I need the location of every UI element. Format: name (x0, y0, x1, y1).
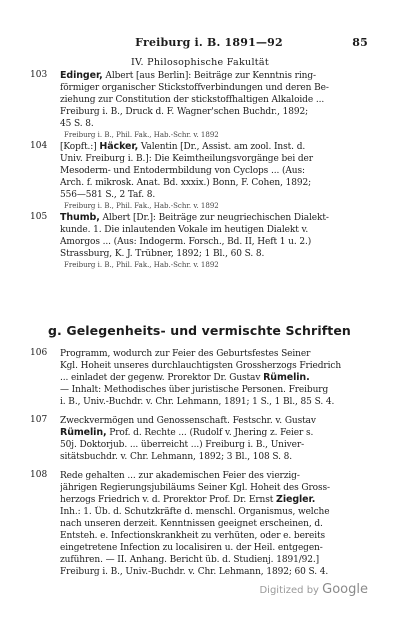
entry-line: eingetretene Infection zu localisiren u. der Heil. entgegen- (60, 543, 323, 553)
entry-line: [Kopft.:] Häcker, Valentin [Dr., Assist. am zool. Inst. d. (60, 141, 306, 152)
entry-line: ... einladet der gegenw. Prorektor Dr. Gustav Rümelin. (60, 372, 310, 383)
entry-line: Kgl. Hoheit unseres durchlauchtigsten Grossherzogs Friedrich (60, 361, 342, 371)
entry-line: Zweckvermögen und Genossenschaft. Festschr. v. Gustav (60, 416, 316, 426)
subsection-heading: g. Gelegenheits- und vermischte Schriften (48, 323, 351, 338)
entry-line: Strassburg, K. J. Trübner, 1892; 1 Bl., 60 S. 8. (60, 249, 265, 259)
entry-line: 556—581 S., 2 Taf. 8. (60, 190, 156, 200)
entry-number: 107 (30, 415, 48, 425)
section-heading: IV. Philosophische Fakultät (130, 57, 269, 68)
entry-line: Entsteh. e. Infectionskrankheit zu verhüten, oder e. bereits (60, 531, 326, 541)
entry-number: 104 (30, 141, 48, 151)
entry-line: jährigen Regierungsjubiläums Seiner Kgl. Hoheit des Gross- (60, 483, 330, 493)
entry-line: zuführen. — II. Anhang. Bericht üb. d. Studienj. 1891/92.] (60, 555, 320, 565)
author-name: Thumb, (60, 212, 100, 223)
entry-105 (30, 212, 376, 270)
entry-line: ziehung zur Constitution der stickstoffhaltigen Alkaloide ... (60, 95, 325, 105)
entry-line: kunde. 1. Die inlautenden Vokale im heutigen Dialekt v. (60, 225, 309, 235)
entry-line-text: Albert [aus Berlin]: Beiträge zur Kenntnis ring- (105, 71, 316, 81)
entry-107 (30, 415, 376, 463)
entry-number: 103 (30, 70, 48, 80)
entry-line: Rede gehalten ... zur akademischen Feier des vierzig- (60, 471, 300, 481)
entry-note: Freiburg i. B., Phil. Fak., Hab.-Schr. v. 1892 (64, 131, 219, 139)
running-title: Freiburg i. B. 1891—92 (135, 36, 283, 49)
entry-note: Freiburg i. B., Phil. Fak., Hab.-Schr. v. 1892 (64, 261, 219, 269)
entry-line: Thumb, Albert [Dr.]: Beiträge zur neugriechischen Dialekt- (60, 212, 329, 223)
entry-number: 105 (30, 212, 48, 222)
entry-line: sitätsbuchdr. v. Chr. Lehmann, 1892; 3 Bl., 108 S. 8. (60, 452, 293, 462)
entry-line: — Inhalt: Methodisches über juristische Personen. Freiburg (60, 385, 329, 395)
entry-line: Freiburg i. B., Druck d. F. Wagner'schen Buchdr., 1892; (60, 107, 309, 117)
entry-104 (30, 141, 376, 211)
entry-line: 50j. Doktorjub. ... überreicht ...) Freiburg i. B., Univer- (60, 440, 305, 450)
entry-line: Rümelin, Prof. d. Rechte ... (Rudolf v. Jhering z. Feier s. (60, 427, 314, 438)
entry-note: Freiburg i. B., Phil. Fak., Hab.-Schr. v. 1892 (64, 202, 219, 210)
entry-108 (30, 470, 376, 578)
entry-line: Arch. f. mikrosk. Anat. Bd. xxxix.) Bonn, F. Cohen, 1892; (60, 178, 312, 188)
entry-line: Mesoderm- und Entodermbildung von Cyclops ... (Aus: (60, 166, 305, 176)
entry-line: i. B., Univ.-Buchdr. v. Chr. Lehmann, 1891; 1 S., 1 Bl., 85 S. 4. (60, 397, 335, 407)
author-name: Ziegler. (276, 494, 316, 505)
entry-number: 108 (30, 470, 48, 480)
entry-line: 45 S. 8. (60, 119, 94, 129)
entry-line: Amorgos ... (Aus: Indogerm. Forsch., Bd. II, Heft 1 u. 2.) (60, 237, 312, 247)
entry-line: herzogs Friedrich v. d. Prorektor Prof. Dr. Ernst Ziegler. (60, 494, 316, 505)
author-name: Häcker, (99, 141, 139, 152)
author-name: Edinger, (60, 70, 103, 81)
entry-line: Programm, wodurch zur Feier des Geburtsfestes Seiner (60, 349, 311, 359)
entry-103 (30, 70, 376, 140)
entry-line: förmiger organischer Stickstoffverbindungen und deren Be- (60, 83, 329, 93)
entry-line: Univ. Freiburg i. B.]: Die Keimtheilungsvorgänge bei der (60, 154, 313, 164)
author-name: Rümelin. (263, 372, 310, 383)
author-name: Rümelin, (60, 427, 107, 438)
entry-line (60, 70, 376, 82)
google-logo: Google (322, 582, 368, 597)
page-number: 85 (352, 36, 368, 49)
entry-number: 106 (30, 348, 48, 358)
running-header (50, 36, 368, 50)
entry-line: nach unseren derzeit. Kenntnissen geeignet erscheinen, d. (60, 519, 323, 529)
entry-line: Freiburg i. B., Univ.-Buchdr. v. Chr. Lehmann, 1892; 60 S. 4. (60, 567, 329, 577)
google-watermark (259, 582, 368, 597)
digitized-label: Digitized by (259, 585, 319, 596)
entry-106 (30, 348, 376, 408)
entry-line: Inh.: 1. Üb. d. Schutzkräfte d. menschl. Organismus, welche (60, 507, 330, 517)
